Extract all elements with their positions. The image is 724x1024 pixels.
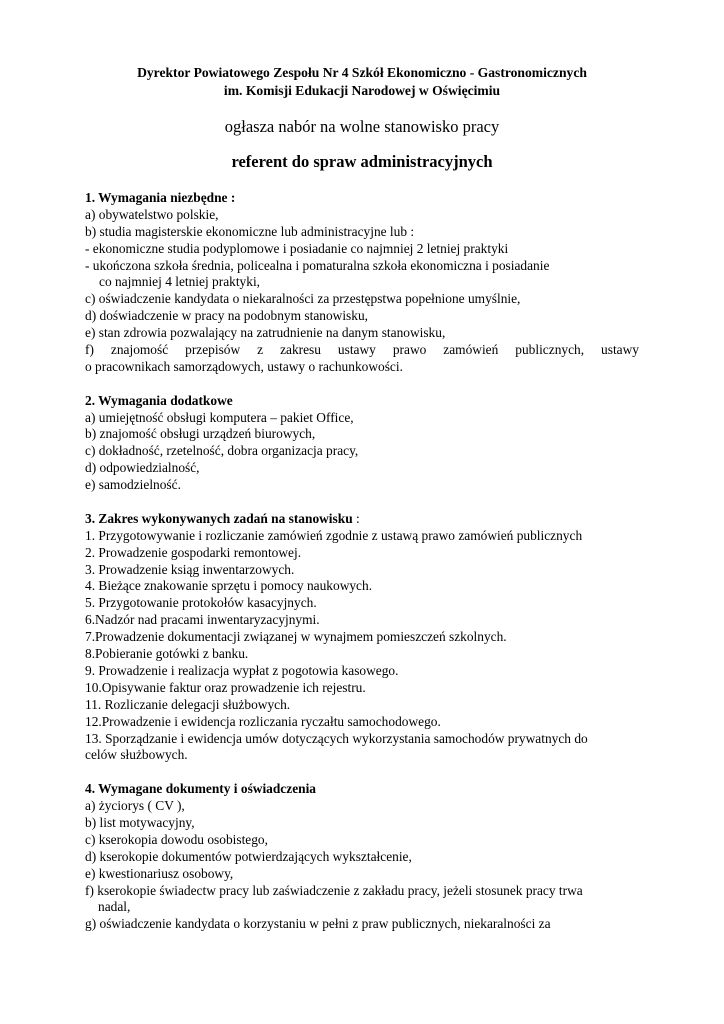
list-item: c) dokładność, rzetelność, dobra organizacja pracy,	[85, 443, 359, 459]
list-item: a) umiejętność obsługi komputera – pakiet Office,	[85, 409, 354, 425]
list-item: e) samodzielność.	[85, 477, 181, 493]
list-item: 9. Prowadzenie i realizacja wypłat z pogotowia kasowego.	[85, 662, 399, 678]
section-3-title: 3. Zakres wykonywanych zadań na stanowisku	[85, 510, 353, 526]
list-item: 3. Prowadzenie ksiąg inwentarzowych.	[85, 561, 295, 577]
list-item: 11. Rozliczanie delegacji służbowych.	[85, 696, 291, 712]
list-item: e) kwestionariusz osobowy,	[85, 865, 234, 881]
list-item: - ukończona szkoła średnia, policealna i pomaturalna szkoła ekonomiczna i posiadanie	[85, 257, 550, 273]
list-item: a) życiorys ( CV ),	[85, 798, 185, 814]
section-2-title: 2. Wymagania dodatkowe	[85, 392, 233, 408]
announcement: ogłasza nabór na wolne stanowisko pracy	[224, 117, 500, 136]
list-item: b) znajomość obsługi urządzeń biurowych,	[85, 426, 316, 442]
list-item: 4. Bieżące znakowanie sprzętu i pomocy naukowych.	[85, 578, 373, 594]
list-item: c) kserokopia dowodu osobistego,	[85, 831, 268, 847]
list-item: f) znajomość przepisów z zakresu ustawy prawo zamówień publicznych, ustawy	[85, 342, 639, 358]
section-3-title-suffix: :	[352, 510, 360, 526]
list-item: e) stan zdrowia pozwalający na zatrudnienie na danym stanowisku,	[85, 325, 446, 341]
list-item: o pracownikach samorządowych, ustawy o rachunkowości.	[85, 358, 403, 374]
list-item: c) oświadczenie kandydata o niekaralności za przestępstwa popełnione umyślnie,	[85, 291, 521, 307]
list-item: - ekonomiczne studia podyplomowe i posiadanie co najmniej 2 letniej praktyki	[85, 240, 509, 256]
section-4-title: 4. Wymagane dokumenty i oświadczenia	[85, 781, 317, 797]
list-item: co najmniej 4 letniej praktyki,	[99, 274, 261, 290]
list-item: b) list motywacyjny,	[85, 814, 195, 830]
header-line-2: im. Komisji Edukacji Narodowej w Oświęcimiu	[223, 83, 501, 98]
list-item: d) doświadczenie w pracy na podobnym stanowisku,	[85, 308, 368, 324]
position-title: referent do spraw administracyjnych	[231, 152, 493, 171]
list-item: 6.Nadzór nad pracami inwentaryzacyjnymi.	[85, 612, 320, 628]
list-item: g) oświadczenie kandydata o korzystaniu w pełni z praw publicznych, niekaralności za	[85, 916, 551, 932]
list-item: nadal,	[98, 899, 131, 915]
list-item: 10.Opisywanie faktur oraz prowadzenie ich rejestru.	[85, 679, 366, 695]
list-item: 1. Przygotowywanie i rozliczanie zamówień zgodnie z ustawą prawo zamówień publicznych	[85, 527, 583, 543]
list-item: 8.Pobieranie gotówki z banku.	[85, 646, 249, 662]
list-item: d) odpowiedzialność,	[85, 460, 200, 476]
list-item: d) kserokopie dokumentów potwierdzających wykształcenie,	[85, 848, 412, 864]
header-line-1: Dyrektor Powiatowego Zespołu Nr 4 Szkół Ekonomiczno - Gastronomicznych	[137, 65, 587, 80]
list-item: 2. Prowadzenie gospodarki remontowej.	[85, 544, 302, 560]
section-1-title: 1. Wymagania niezbędne :	[85, 190, 236, 205]
list-item: a) obywatelstwo polskie,	[85, 206, 219, 222]
list-item: 7.Prowadzenie dokumentacji związanej w wynajmem pomieszczeń szkolnych.	[85, 629, 507, 645]
list-item: 5. Przygotowanie protokołów kasacyjnych.	[85, 595, 317, 611]
list-item: 12.Prowadzenie i ewidencja rozliczania ryczałtu samochodowego.	[85, 713, 441, 729]
list-item: celów służbowych.	[85, 747, 188, 763]
list-item: f) kserokopie świadectw pracy lub zaświadczenie z zakładu pracy, jeżeli stosunek pracy trwa	[85, 882, 583, 898]
section-3-heading	[85, 511, 639, 528]
list-item: b) studia magisterskie ekonomiczne lub administracyjne lub :	[85, 223, 415, 239]
list-item: 13. Sporządzanie i ewidencja umów dotyczących wykorzystania samochodów prywatnych do	[85, 730, 588, 746]
document-body	[85, 190, 639, 933]
